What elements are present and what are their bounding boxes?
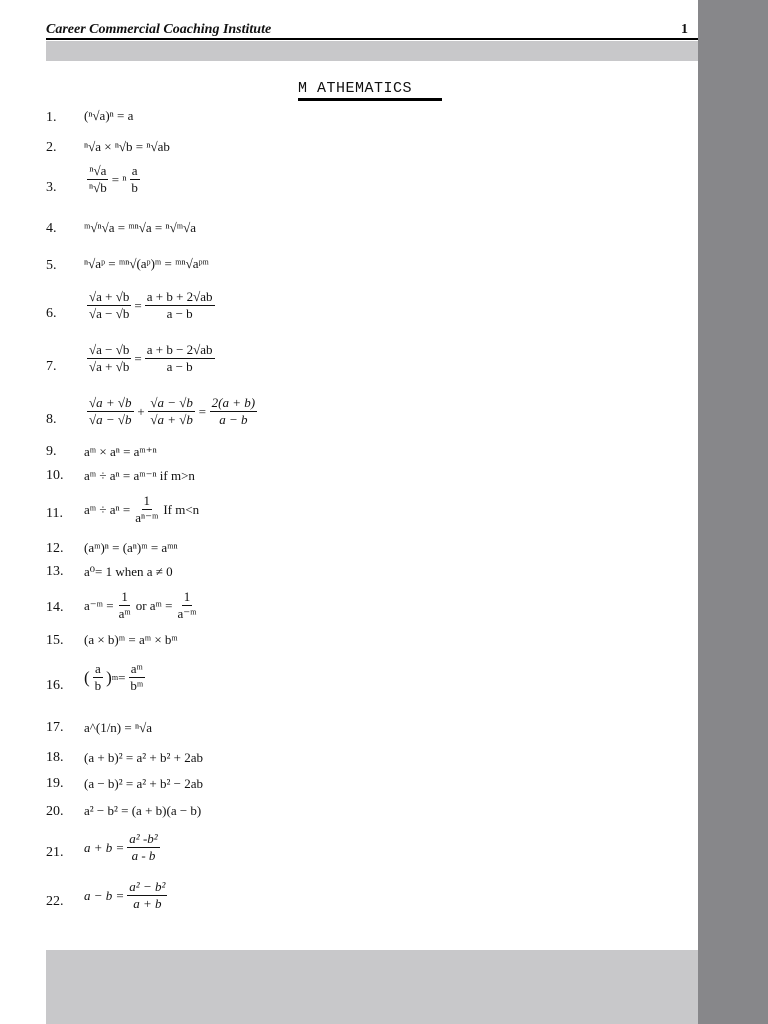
formula-expression: [84, 662, 148, 693]
numerator: a + b − 2√ab: [146, 342, 213, 357]
numerator: √a − √b: [150, 395, 193, 410]
lhs: a⁻ᵐ =: [84, 597, 114, 613]
denominator: aᵐ: [118, 606, 131, 621]
numerator: √a − √b: [89, 342, 130, 357]
numerator: 1: [121, 589, 128, 604]
formula-expression: (aᵐ)ⁿ = (aⁿ)ᵐ = aᵐⁿ: [84, 540, 178, 555]
formula-expression: [84, 590, 202, 621]
numerator: ⁿ√a: [89, 163, 107, 178]
denominator: √a − √b: [89, 412, 132, 427]
denominator: a − b: [219, 412, 248, 427]
numerator: a² − b²: [129, 879, 166, 894]
page-number: 1: [681, 22, 688, 37]
formula-expression: ⁿ√a × ⁿ√b = ⁿ√ab: [84, 139, 170, 154]
numerator: 1: [183, 589, 191, 604]
numerator: 2(a + b): [211, 395, 256, 410]
formula-expression: [84, 164, 143, 195]
denominator: a + b: [133, 896, 162, 911]
formula-expression: (a × b)ᵐ = aᵐ × bᵐ: [84, 632, 178, 647]
footer-band: [46, 950, 698, 1024]
formula-number: 1.: [46, 110, 57, 125]
numerator: √a + √b: [89, 289, 130, 304]
denominator: √a + √b: [89, 359, 130, 374]
header-title: Career Commercial Coaching Institute: [46, 22, 272, 37]
denominator: ⁿ√b: [89, 180, 107, 195]
header-rule: [46, 38, 698, 40]
formula-expression: ⁿ√aᵖ = ᵐⁿ√(aᵖ)ᵐ = ᵐⁿ√aᵖᵐ: [84, 256, 209, 271]
equals: =: [197, 403, 207, 419]
formula-number: 19.: [46, 776, 64, 791]
formula-number: 20.: [46, 804, 64, 819]
formula-number: 7.: [46, 359, 57, 374]
or-text: or aᵐ =: [135, 597, 173, 613]
section-title: M ATHEMATICS: [298, 80, 413, 97]
numerator: a + b + 2√ab: [146, 289, 213, 304]
formula-number: 18.: [46, 750, 64, 765]
denominator: a⁻ᵐ: [177, 606, 197, 621]
formula-expression: [84, 494, 199, 525]
equals: =: [134, 350, 142, 366]
formula-expression: a⁰= 1 when a ≠ 0: [84, 564, 173, 579]
section-title-underline: [298, 98, 442, 101]
formula-number: 2.: [46, 140, 57, 155]
denominator: b: [131, 180, 138, 195]
plus: +: [136, 403, 146, 419]
formula-number: 11.: [46, 506, 63, 521]
formula-number: 5.: [46, 258, 57, 273]
formula-number: 15.: [46, 633, 64, 648]
lhs: aᵐ ÷ aⁿ =: [84, 501, 131, 517]
formula-expression: [84, 832, 163, 863]
close-paren: ): [106, 667, 112, 687]
formula-number: 22.: [46, 894, 64, 909]
numerator: a: [131, 163, 138, 178]
formula-expression: [84, 396, 260, 427]
denominator: a − b: [166, 306, 193, 321]
formula-number: 4.: [46, 221, 57, 236]
numerator: 1: [143, 493, 151, 508]
formula-number: 9.: [46, 444, 57, 459]
denominator: a − b: [166, 359, 193, 374]
open-paren: (: [84, 667, 90, 687]
formula-expression: a² − b² = (a + b)(a − b): [84, 803, 202, 818]
equals: =: [118, 669, 126, 685]
formula-number: 17.: [46, 720, 64, 735]
formula-expression: ᵐ√ⁿ√a = ᵐⁿ√a = ⁿ√ᵐ√a: [84, 220, 196, 235]
formula-expression: aᵐ × aⁿ = aᵐ⁺ⁿ: [84, 444, 157, 459]
formula-expression: (ⁿ√a)ⁿ = a: [84, 108, 134, 123]
numerator: aᵐ: [130, 661, 143, 676]
numerator: a² -b²: [129, 831, 158, 846]
denominator: a - b: [131, 848, 156, 863]
formula-expression: (a + b)² = a² + b² + 2ab: [84, 750, 203, 765]
denominator: √a − √b: [89, 306, 130, 321]
equals-root: = ⁿ: [111, 171, 127, 187]
denominator: bᵐ: [130, 678, 144, 693]
formula-expression: a^(1/n) = ⁿ√a: [84, 720, 152, 735]
exponent-m: m: [111, 673, 119, 682]
header-band: [46, 41, 698, 61]
formula-expression: [84, 880, 170, 911]
formula-number: 21.: [46, 845, 64, 860]
denominator: b: [94, 678, 102, 693]
formula-number: 8.: [46, 412, 57, 427]
formula-number: 3.: [46, 180, 57, 195]
numerator: a: [95, 661, 101, 676]
formula-number: 10.: [46, 468, 64, 483]
formula-number: 14.: [46, 600, 64, 615]
formula-number: 6.: [46, 306, 57, 321]
equals: =: [134, 297, 142, 313]
formula-expression: [84, 343, 218, 374]
formula-number: 12.: [46, 541, 64, 556]
lhs: a + b =: [84, 839, 125, 855]
formula-number: 16.: [46, 678, 64, 693]
formula-expression: aᵐ ÷ aⁿ = aᵐ⁻ⁿ if m>n: [84, 468, 195, 483]
denominator: √a + √b: [150, 412, 193, 427]
formula-expression: [84, 290, 218, 321]
denominator: aⁿ⁻ᵐ: [135, 510, 159, 525]
lhs: a − b =: [84, 887, 125, 903]
formula-number: 13.: [46, 564, 64, 579]
formula-expression: (a − b)² = a² + b² − 2ab: [84, 776, 203, 791]
condition: If m<n: [163, 501, 200, 517]
numerator: √a + √b: [89, 395, 132, 410]
right-margin-bar: [698, 0, 768, 1024]
